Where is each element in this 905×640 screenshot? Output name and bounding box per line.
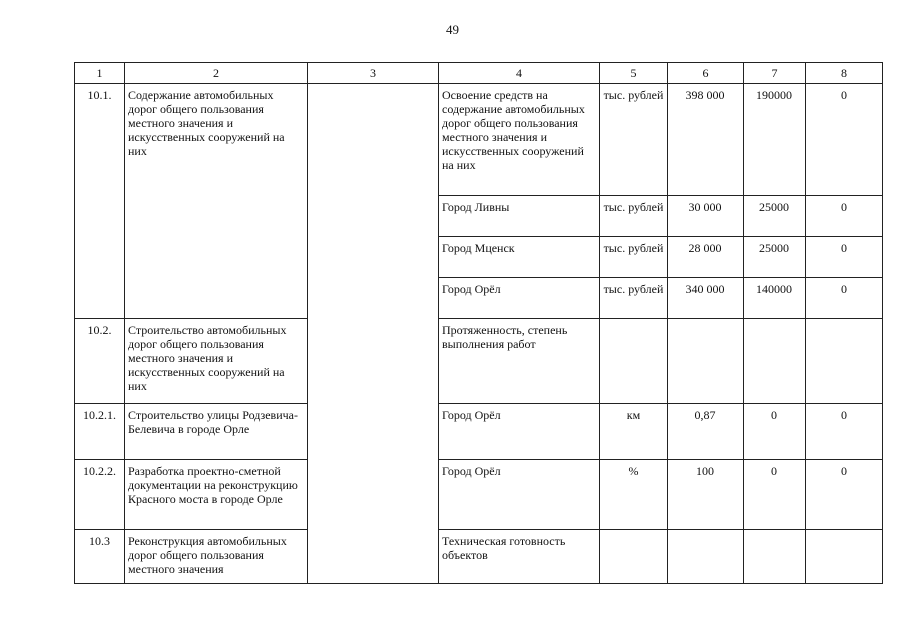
table-row [75, 84, 883, 196]
value-col-6: 28 000 [668, 237, 744, 278]
row-name-cell: Содержание автомобильных дорог общего пользования местного значения и искусственных сооружений на них [125, 84, 308, 319]
row-name-cell: Реконструкция автомобильных дорог общего пользования местного значения [125, 530, 308, 584]
value-col-8: 0 [806, 196, 883, 237]
value-col-8 [806, 530, 883, 584]
row-number-cell: 10.2.2. [75, 460, 125, 530]
row-number-cell: 10.3 [75, 530, 125, 584]
program-table [74, 62, 883, 584]
header-col-6: 6 [668, 63, 744, 84]
indicator-cell: Техническая готовность объектов [439, 530, 600, 584]
table-row [75, 404, 883, 460]
value-col-6 [668, 319, 744, 404]
row-number-cell: 10.1. [75, 84, 125, 319]
row-name-cell: Разработка проектно-сметной документации на реконструкцию Красного моста в городе Орле [125, 460, 308, 530]
value-col-6: 0,87 [668, 404, 744, 460]
value-col-8: 0 [806, 404, 883, 460]
column-3-cell [308, 84, 439, 584]
value-col-7: 25000 [744, 237, 806, 278]
header-col-1: 1 [75, 63, 125, 84]
header-col-5: 5 [600, 63, 668, 84]
value-col-6 [668, 530, 744, 584]
unit-cell: % [600, 460, 668, 530]
row-name-cell: Строительство автомобильных дорог общего пользования местного значения и искусственных сооружений на них [125, 319, 308, 404]
row-name-cell: Строительство улицы Родзевича-Белевича в городе Орле [125, 404, 308, 460]
unit-cell: тыс. рублей [600, 196, 668, 237]
value-col-8: 0 [806, 278, 883, 319]
value-col-8 [806, 319, 883, 404]
value-col-8: 0 [806, 460, 883, 530]
indicator-cell: Город Мценск [439, 237, 600, 278]
indicator-cell: Протяженность, степень выполнения работ [439, 319, 600, 404]
value-col-7: 25000 [744, 196, 806, 237]
value-col-8: 0 [806, 84, 883, 196]
unit-cell [600, 319, 668, 404]
row-number-cell: 10.2. [75, 319, 125, 404]
table-row [75, 530, 883, 584]
value-col-7: 0 [744, 460, 806, 530]
value-col-6: 30 000 [668, 196, 744, 237]
value-col-7 [744, 319, 806, 404]
indicator-cell: Освоение средств на содержание автомобильных дорог общего пользования местного значения и искусственных сооружений на них [439, 84, 600, 196]
value-col-6: 340 000 [668, 278, 744, 319]
unit-cell: тыс. рублей [600, 84, 668, 196]
table-header-row [75, 63, 883, 84]
indicator-cell: Город Орёл [439, 404, 600, 460]
unit-cell: тыс. рублей [600, 278, 668, 319]
indicator-cell: Город Орёл [439, 460, 600, 530]
header-col-7: 7 [744, 63, 806, 84]
value-col-7: 190000 [744, 84, 806, 196]
row-number-cell: 10.2.1. [75, 404, 125, 460]
page-number: 49 [446, 22, 459, 37]
header-col-2: 2 [125, 63, 308, 84]
unit-cell: тыс. рублей [600, 237, 668, 278]
indicator-cell: Город Орёл [439, 278, 600, 319]
header-col-8: 8 [806, 63, 883, 84]
value-col-6: 398 000 [668, 84, 744, 196]
value-col-7 [744, 530, 806, 584]
value-col-6: 100 [668, 460, 744, 530]
value-col-8: 0 [806, 237, 883, 278]
indicator-cell: Город Ливны [439, 196, 600, 237]
value-col-7: 140000 [744, 278, 806, 319]
unit-cell: км [600, 404, 668, 460]
header-col-3: 3 [308, 63, 439, 84]
header-col-4: 4 [439, 63, 600, 84]
table-row [75, 460, 883, 530]
value-col-7: 0 [744, 404, 806, 460]
table-row [75, 319, 883, 404]
unit-cell [600, 530, 668, 584]
